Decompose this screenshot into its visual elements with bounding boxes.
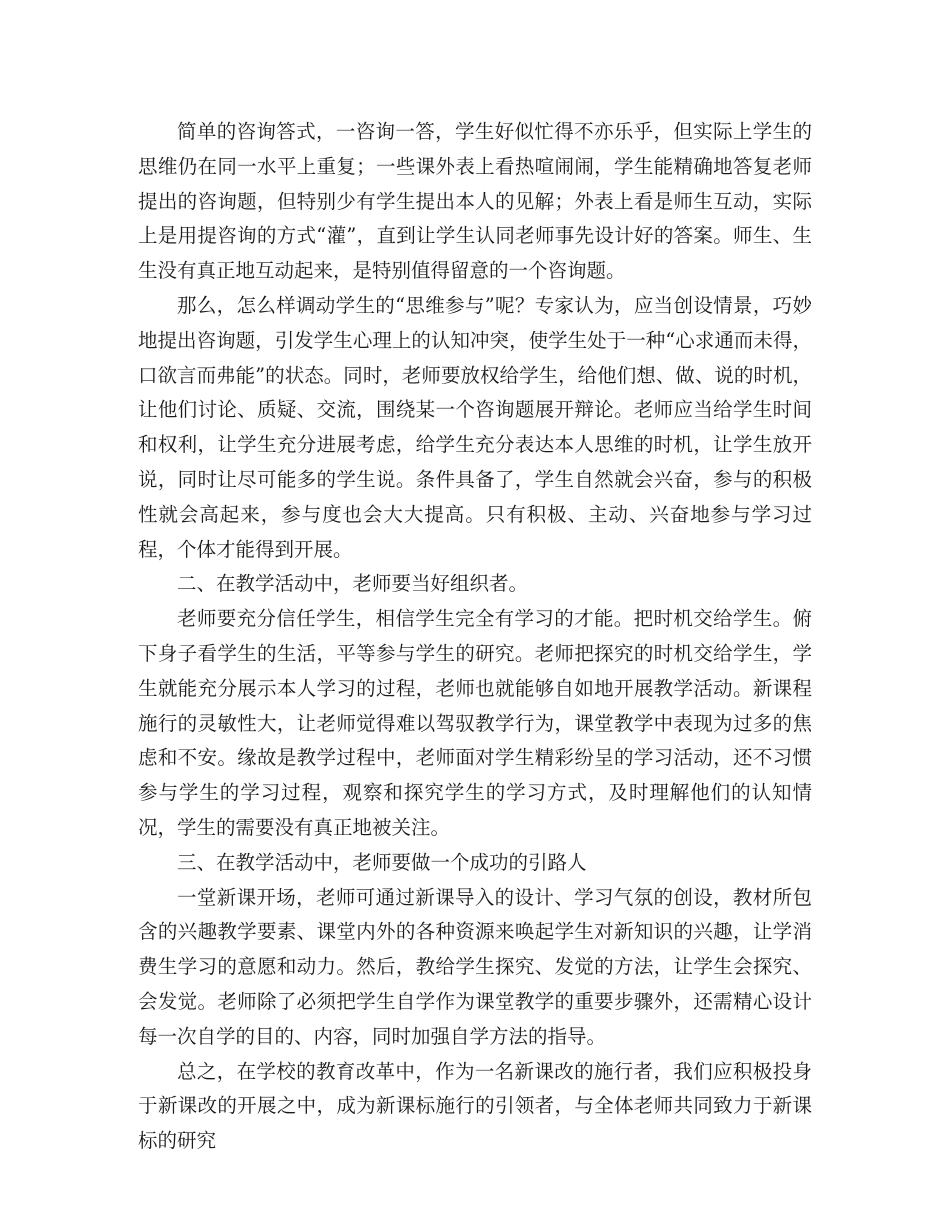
paragraph-new-lesson: 一堂新课开场，老师可通过新课导入的设计、学习气氛的创设，教材所包含的兴趣教学要素、课堂内外的各种资源来唤起学生对新知识的兴趣，让学消费生学习的意愿和动力。然后，教给学生探究、发觉的方法，让学生会探究、会发觉。老师除了必须把学生自学作为课堂教学的重要步骤外，还需精心设计每一次自学的目的、内容，同时加强自学方法的指导。 (138, 885, 812, 1048)
paragraph-interaction-problem: 简单的咨询答式，一咨询一答，学生好似忙得不亦乐乎，但实际上学生的思维仍在同一水平上重复；一些课外表上看热喧闹闹，学生能精确地答复老师提出的咨询题，但特别少有学生提出本人的见解；外表上看是师生互动，实际上是用提咨询的方式“灌”，直到让学生认同老师事先设计好的答案。师生、生生没有真正地互动起来，是特别值得留意的一个咨询题。 (138, 120, 812, 283)
paragraph-trust-students: 老师要充分信任学生，相信学生完全有学习的才能。把时机交给学生。俯下身子看学生的生活，平等参与学生的研究。老师把探究的时机交给学生，学生就能充分展示本人学习的过程，老师也就能够自如地开展教学活动。新课程施行的灵敏性大，让老师觉得难以驾驭教学行为，课堂教学中表现为过多的焦虑和不安。缘故是教学过程中，老师面对学生精彩纷呈的学习活动，还不习惯参与学生的学习过程，观察和探究学生的学习方式，及时理解他们的认知情况，学生的需要没有真正地被关注。 (138, 607, 812, 839)
section-heading-organizer: 二、在教学活动中，老师要当好组织者。 (177, 572, 529, 596)
section-heading-guide: 三、在教学活动中，老师要做一个成功的引路人 (177, 850, 587, 874)
paragraph-thinking-participation: 那么，怎么样调动学生的“思维参与”呢？专家认为，应当创设情景，巧妙地提出咨询题，引发学生心理上的认知冲突，使学生处于一种“心求通而未得，口欲言而弗能”的状态。同时，老师要放权给学生，给他们想、做、说的时机，让他们讨论、质疑、交流，围绕某一个咨询题展开辩论。老师应当给学生时间和权利，让学生充分进展考虑，给学生充分表达本人思维的时机，让学生放开说，同时让尽可能多的学生说。条件具备了，学生自然就会兴奋，参与的积极性就会高起来，参与度也会大大提高。只有积极、主动、兴奋地参与学习过程，个体才能得到开展。 (138, 293, 812, 561)
document-body (138, 115, 812, 1159)
paragraph-conclusion: 总之，在学校的教育改革中，作为一名新课改的施行者，我们应积极投身于新课改的开展之中，成为新课标施行的引领者，与全体老师共同致力于新课标的研究 (138, 1059, 812, 1153)
